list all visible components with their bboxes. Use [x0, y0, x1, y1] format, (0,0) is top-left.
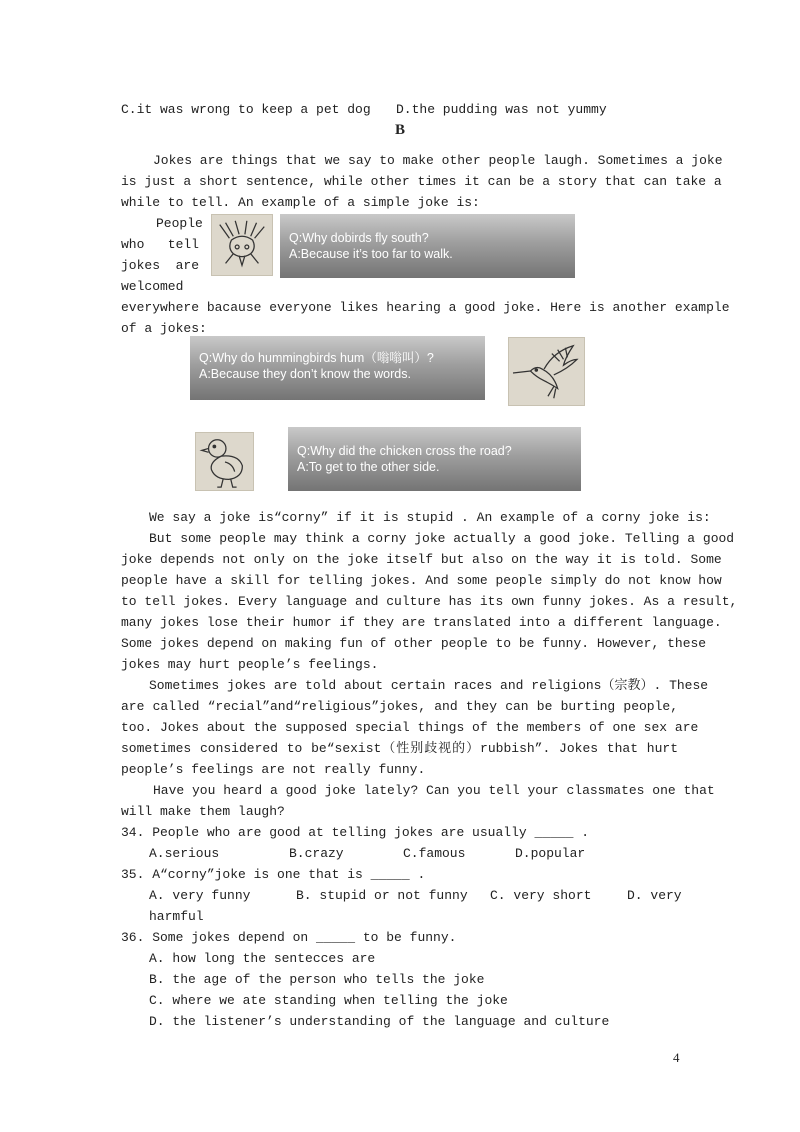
question-option-continued: harmful — [149, 909, 204, 924]
passage-line: of a jokes: — [121, 321, 207, 336]
joke-caption-2 — [190, 336, 485, 400]
joke-caption-1 — [280, 214, 575, 278]
passage-line: is just a short sentence, while other times it can be a story that can take a — [121, 174, 722, 189]
joke-question: Q:Why did the chicken cross the road? — [297, 444, 512, 458]
section-label: B — [395, 122, 406, 138]
passage-line: Some jokes depend on making fun of other people to be funny. However, these — [121, 636, 707, 651]
passage-line: while to tell. An example of a simple joke is: — [121, 195, 480, 210]
option-d: D.the pudding was not yummy — [396, 102, 607, 117]
joke-question: Q:Why dobirds fly south? — [289, 231, 429, 245]
joke-answer: A:Because it’s too far to walk. — [289, 247, 453, 261]
passage-line: people have a skill for telling jokes. And some people simply do not know how — [121, 573, 722, 588]
passage-line: Jokes are things that we say to make other people laugh. Sometimes a joke — [153, 153, 723, 168]
passage-line: jokes are — [121, 258, 199, 273]
passage-line: Have you heard a good joke lately? Can you tell your classmates one that — [153, 783, 715, 798]
joke-question: Q:Why do hummingbirds hum（嗡嗡叫）? — [199, 351, 434, 365]
passage-line: people’s feelings are not really funny. — [121, 762, 426, 777]
joke-caption-3 — [288, 427, 581, 491]
question-option: B.crazy — [289, 846, 344, 861]
passage-line: We say a joke is“corny” if it is stupid . An example of a corny joke is: — [149, 510, 711, 525]
hummingbird-sketch-icon — [508, 337, 585, 406]
joke-answer: A:To get to the other side. — [297, 460, 440, 474]
passage-line: sometimes considered to be“sexist（性别歧视的）rubbish”. Jokes that hurt — [121, 741, 678, 756]
question-stem: 34. People who are good at telling jokes are usually _____ . — [121, 825, 590, 840]
passage-line: People — [156, 216, 203, 231]
passage-line: But some people may think a corny joke actually a good joke. Telling a good — [149, 531, 735, 546]
bird-sketch-icon — [211, 214, 273, 276]
passage-line: everywhere bacause everyone likes hearing a good joke. Here is another example — [121, 300, 730, 315]
question-option: D. the listener’s understanding of the language and culture — [149, 1014, 610, 1029]
question-option: D.popular — [515, 846, 586, 861]
joke-answer: A:Because they don’t know the words. — [199, 367, 411, 381]
passage-line: Sometimes jokes are told about certain races and religions（宗教）. These — [149, 678, 709, 693]
chick-sketch-icon — [195, 432, 254, 491]
page-number: 4 — [673, 1050, 680, 1065]
passage-line: too. Jokes about the supposed special things of the members of one sex are — [121, 720, 699, 735]
passage-line: welcomed — [121, 279, 184, 294]
question-option: A.serious — [149, 846, 220, 861]
passage-line: will make them laugh? — [121, 804, 285, 819]
question-stem: 35. A“corny”joke is one that is _____ . — [121, 867, 426, 882]
question-option: C. where we ate standing when telling the joke — [149, 993, 508, 1008]
question-option: C. very short — [490, 888, 592, 903]
question-option: A. how long the sentecces are — [149, 951, 376, 966]
question-option: B. the age of the person who tells the joke — [149, 972, 485, 987]
passage-line: jokes may hurt people’s feelings. — [121, 657, 379, 672]
question-option: B. stupid or not funny — [296, 888, 468, 903]
passage-line: joke depends not only on the joke itself but also on the way it is told. Some — [121, 552, 722, 567]
question-option: D. very — [627, 888, 682, 903]
question-option: C.famous — [403, 846, 466, 861]
option-c: C.it was wrong to keep a pet dog — [121, 102, 371, 117]
question-option: A. very funny — [149, 888, 251, 903]
passage-line: to tell jokes. Every language and culture has its own funny jokes. As a result, — [121, 594, 738, 609]
passage-line: are called “recial”and“religious”jokes, and they can be burting people, — [121, 699, 678, 714]
passage-line: who tell — [121, 237, 199, 252]
passage-line: many jokes lose their humor if they are translated into a different language. — [121, 615, 722, 630]
question-stem: 36. Some jokes depend on _____ to be funny. — [121, 930, 457, 945]
